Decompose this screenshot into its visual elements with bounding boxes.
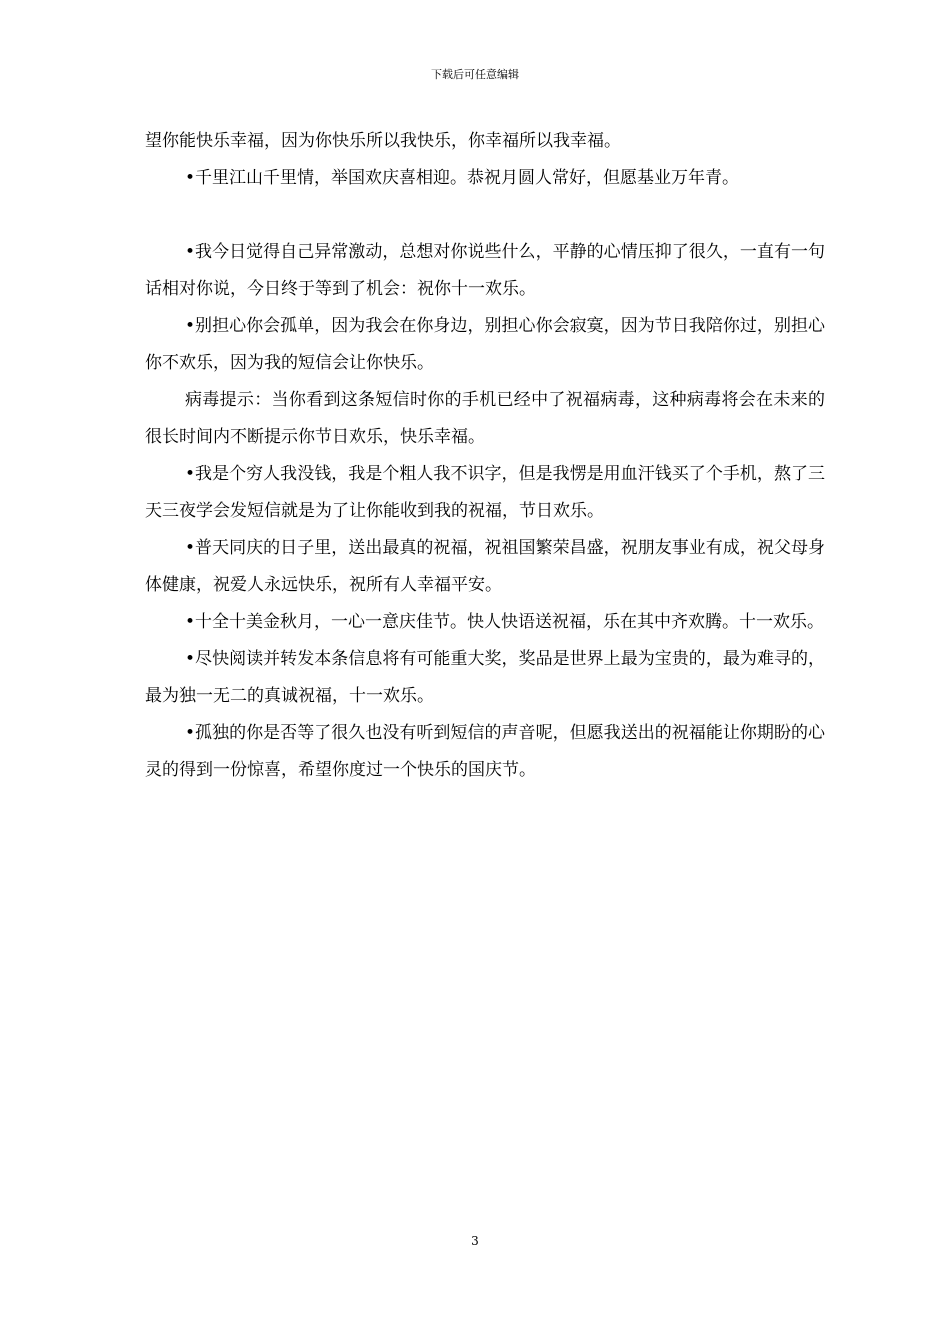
paragraph-7: •普天同庆的日子里，送出最真的祝福，祝祖国繁荣昌盛，祝朋友事业有成，祝父母身体健康，祝爱人永远快乐，祝所有人幸福平安。 [145, 538, 825, 595]
page-number: 3 [471, 1234, 479, 1248]
paragraph-6: •我是个穷人我没钱，我是个粗人我不识字，但是我愣是用血汗钱买了个手机，熬了三天三夜学会发短信就是为了让你能收到我的祝福，节日欢乐。 [145, 464, 825, 521]
paragraph-2: •千里江山千里情，举国欢庆喜相迎。恭祝月圆人常好，但愿基业万年青。 [185, 168, 740, 188]
paragraph-4: •别担心你会孤单，因为我会在你身边，别担心你会寂寞，因为节日我陪你过，别担心你不欢乐，因为我的短信会让你快乐。 [145, 316, 825, 373]
blank-line [145, 197, 825, 234]
paragraph-1: 望你能快乐幸福，因为你快乐所以我快乐，你幸福所以我幸福。 [145, 131, 621, 151]
paragraph-9: •尽快阅读并转发本条信息将有可能重大奖，奖品是世界上最为宝贵的，最为难寻的，最为独一无二的真诚祝福，十一欢乐。 [145, 649, 825, 706]
paragraph-5: 病毒提示：当你看到这条短信时你的手机已经中了祝福病毒，这种病毒将会在未来的很长时间内不断提示你节日欢乐，快乐幸福。 [145, 390, 825, 447]
paragraph-3: •我今日觉得自己异常激动，总想对你说些什么，平静的心情压抑了很久，一直有一句话相对你说，今日终于等到了机会：祝你十一欢乐。 [145, 242, 825, 299]
page-header: 下载后可任意编辑 [431, 68, 519, 81]
document-body [145, 123, 825, 789]
paragraph-8: •十全十美金秋月，一心一意庆佳节。快人快语送祝福，乐在其中齐欢腾。十一欢乐。 [185, 612, 825, 632]
paragraph-10: •孤独的你是否等了很久也没有听到短信的声音呢，但愿我送出的祝福能让你期盼的心灵的得到一份惊喜，希望你度过一个快乐的国庆节。 [145, 723, 825, 780]
